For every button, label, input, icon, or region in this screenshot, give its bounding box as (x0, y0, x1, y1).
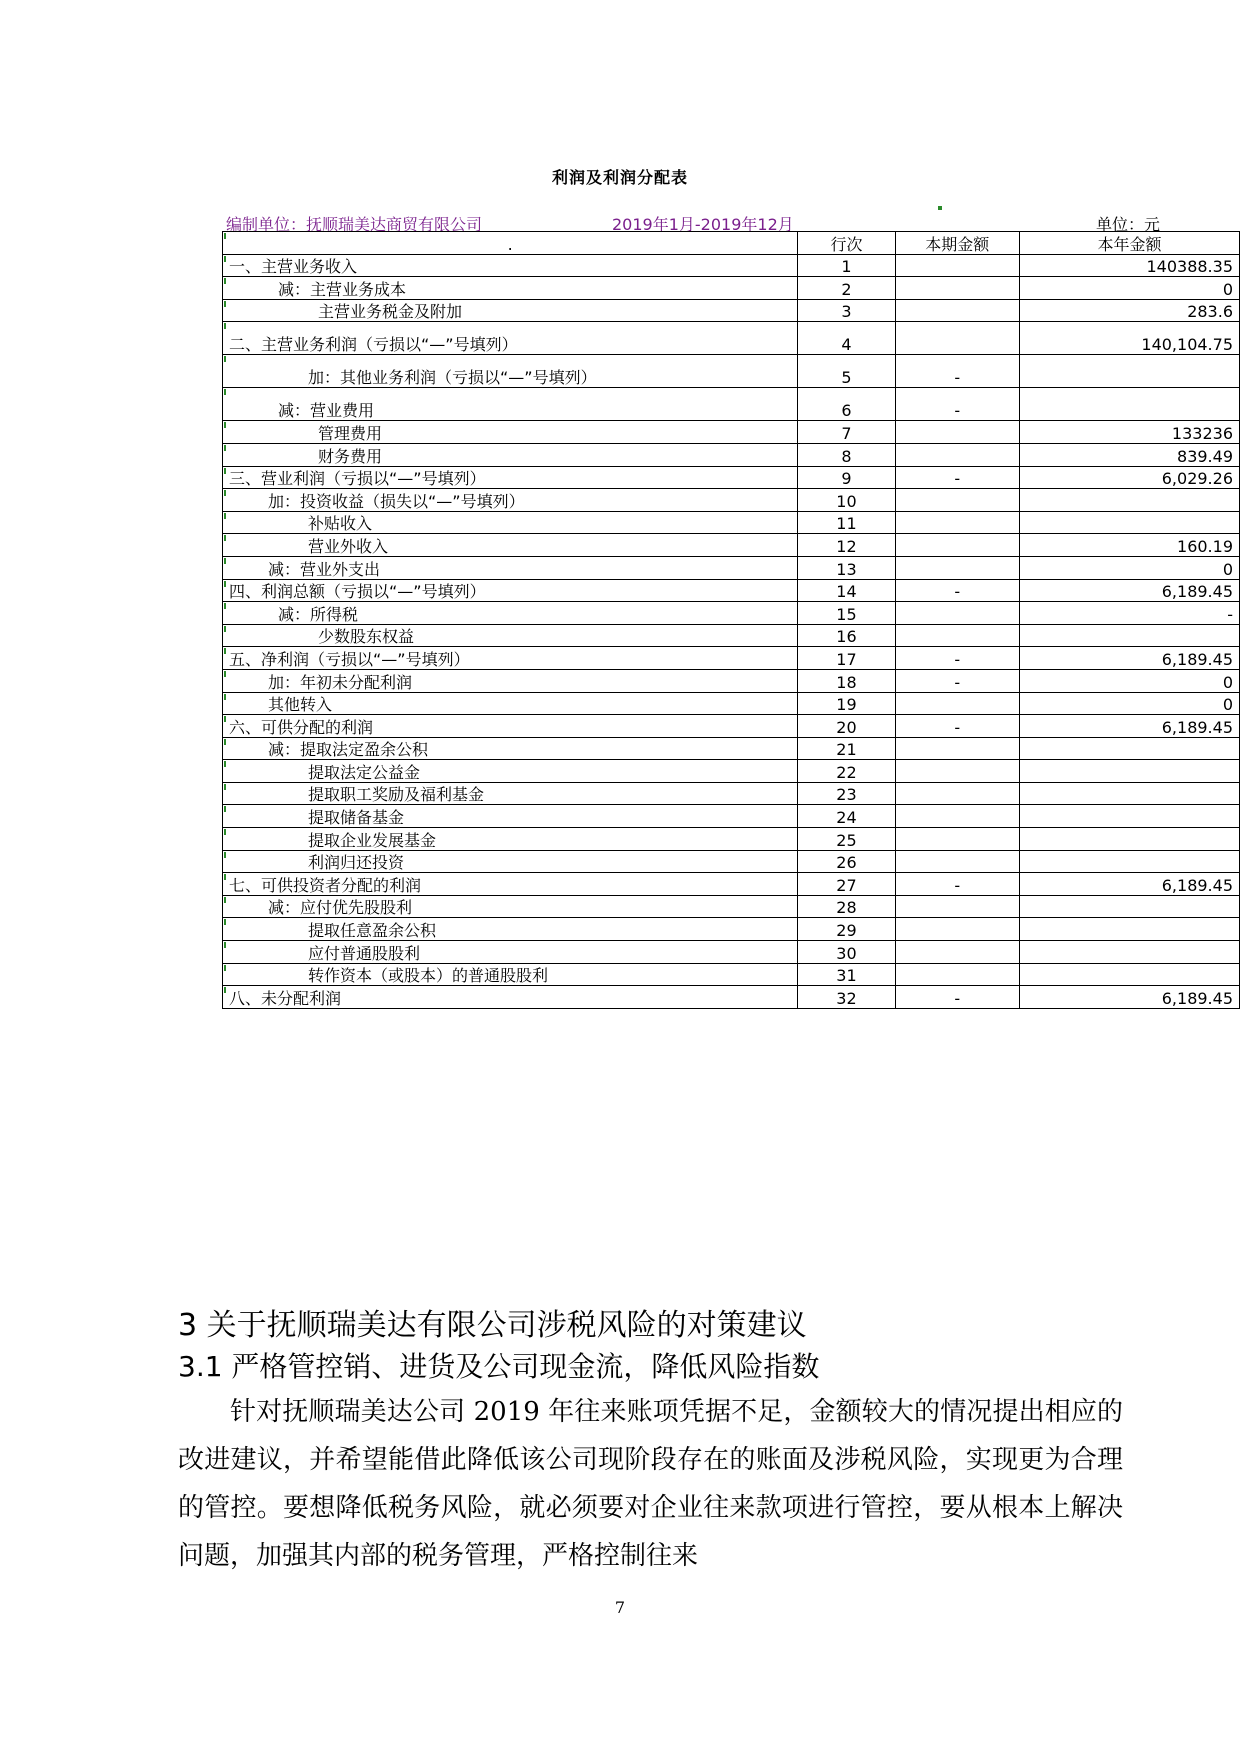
income-statement-table (222, 231, 1240, 1009)
row-current-amount (895, 895, 1019, 918)
table-row (223, 556, 1240, 579)
row-year-amount (1019, 941, 1239, 964)
row-current-amount (895, 489, 1019, 512)
page-number: 7 (614, 1598, 626, 1617)
row-item: 提取任意盈余公积 (223, 918, 798, 941)
row-year-amount: 0 (1019, 669, 1239, 692)
subsection-heading: 3.1 严格管控销、进货及公司现金流，降低风险指数 (178, 1350, 820, 1383)
row-item: 四、利润总额（亏损以“—”号填列） (223, 579, 798, 602)
row-item: 补贴收入 (223, 511, 798, 534)
table-row (223, 388, 1240, 421)
cell-marker (938, 206, 942, 210)
row-current-amount (895, 850, 1019, 873)
row-item: 加：投资收益（损失以“—”号填列） (223, 489, 798, 512)
table-row (223, 489, 1240, 512)
row-item: 二、主营业务利润（亏损以“—”号填列） (223, 322, 798, 355)
row-year-amount (1019, 963, 1239, 986)
row-item: 三、营业利润（亏损以“—”号填列） (223, 466, 798, 489)
row-line-no: 32 (798, 986, 895, 1009)
table-row (223, 511, 1240, 534)
row-current-amount: - (895, 669, 1019, 692)
row-current-amount: - (895, 355, 1019, 388)
row-line-no: 28 (798, 895, 895, 918)
row-year-amount: 160.19 (1019, 534, 1239, 557)
row-item: 应付普通股股利 (223, 941, 798, 964)
row-year-amount: 0 (1019, 556, 1239, 579)
table-row (223, 579, 1240, 602)
row-item: 利润归还投资 (223, 850, 798, 873)
row-year-amount: 0 (1019, 692, 1239, 715)
row-current-amount: - (895, 873, 1019, 896)
row-item: 减：提取法定盈余公积 (223, 737, 798, 760)
row-item: 加：其他业务利润（亏损以“—”号填列） (223, 355, 798, 388)
row-current-amount (895, 963, 1019, 986)
row-item: 提取储备基金 (223, 805, 798, 828)
section-heading: 3 关于抚顺瑞美达有限公司涉税风险的对策建议 (178, 1308, 807, 1343)
row-line-no: 13 (798, 556, 895, 579)
table-row (223, 669, 1240, 692)
currency-unit: 单位：元 (1095, 215, 1160, 234)
row-current-amount (895, 760, 1019, 783)
row-current-amount (895, 534, 1019, 557)
row-line-no: 4 (798, 322, 895, 355)
row-year-amount (1019, 760, 1239, 783)
row-item: 减：应付优先股股利 (223, 895, 798, 918)
row-line-no: 17 (798, 647, 895, 670)
row-year-amount: 6,189.45 (1019, 986, 1239, 1009)
row-year-amount (1019, 895, 1239, 918)
table-header-row (223, 232, 1240, 255)
row-item: 减：营业费用 (223, 388, 798, 421)
table-row (223, 850, 1240, 873)
row-line-no: 12 (798, 534, 895, 557)
row-line-no: 30 (798, 941, 895, 964)
row-item: 五、净利润（亏损以“—”号填列） (223, 647, 798, 670)
row-item: 一、主营业务收入 (223, 254, 798, 277)
row-line-no: 1 (798, 254, 895, 277)
row-current-amount (895, 421, 1019, 444)
row-current-amount (895, 254, 1019, 277)
row-line-no: 24 (798, 805, 895, 828)
table-row (223, 624, 1240, 647)
row-year-amount: 140,104.75 (1019, 322, 1239, 355)
row-year-amount: 283.6 (1019, 299, 1239, 322)
row-line-no: 3 (798, 299, 895, 322)
row-item: 六、可供分配的利润 (223, 715, 798, 738)
row-year-amount (1019, 850, 1239, 873)
row-line-no: 5 (798, 355, 895, 388)
row-current-amount (895, 805, 1019, 828)
row-current-amount: - (895, 986, 1019, 1009)
row-current-amount (895, 602, 1019, 625)
row-item: 加：年初未分配利润 (223, 669, 798, 692)
table-row (223, 760, 1240, 783)
table-row (223, 805, 1240, 828)
row-year-amount: 6,029.26 (1019, 466, 1239, 489)
table-row (223, 782, 1240, 805)
row-year-amount: 140388.35 (1019, 254, 1239, 277)
row-item: 八、未分配利润 (223, 986, 798, 1009)
table-row (223, 941, 1240, 964)
row-current-amount (895, 443, 1019, 466)
row-year-amount (1019, 355, 1239, 388)
body-paragraph: 针对抚顺瑞美达公司 2019 年往来账项凭据不足，金额较大的情况提出相应的改进建议，并希望能借此降低该公司现阶段存在的账面及涉税风险，实现更为合理的管控。要想降低税务风险，就必须要对企业往来款项进行管控，要从根本上解决问题，加强其内部的税务管理，严格控制往来 (178, 1397, 1123, 1571)
row-current-amount (895, 692, 1019, 715)
table-row (223, 466, 1240, 489)
row-current-amount: - (895, 466, 1019, 489)
row-line-no: 6 (798, 388, 895, 421)
table-title: 利润及利润分配表 (551, 168, 688, 187)
row-year-amount: 6,189.45 (1019, 873, 1239, 896)
row-line-no: 23 (798, 782, 895, 805)
row-line-no: 11 (798, 511, 895, 534)
table-row (223, 873, 1240, 896)
row-line-no: 2 (798, 277, 895, 300)
compiler-unit: 编制单位：抚顺瑞美达商贸有限公司 (226, 215, 483, 234)
row-item: 主营业务税金及附加 (223, 299, 798, 322)
row-item: 财务费用 (223, 443, 798, 466)
row-current-amount: - (895, 647, 1019, 670)
row-year-amount (1019, 388, 1239, 421)
row-current-amount (895, 556, 1019, 579)
row-year-amount: 6,189.45 (1019, 579, 1239, 602)
row-year-amount: 133236 (1019, 421, 1239, 444)
row-line-no: 20 (798, 715, 895, 738)
table-row (223, 534, 1240, 557)
row-item: 减：主营业务成本 (223, 277, 798, 300)
row-year-amount (1019, 737, 1239, 760)
row-line-no: 27 (798, 873, 895, 896)
table-row (223, 715, 1240, 738)
row-line-no: 15 (798, 602, 895, 625)
table-row (223, 647, 1240, 670)
row-line-no: 16 (798, 624, 895, 647)
row-year-amount (1019, 828, 1239, 851)
row-line-no: 19 (798, 692, 895, 715)
row-year-amount: - (1019, 602, 1239, 625)
table-row (223, 421, 1240, 444)
row-line-no: 31 (798, 963, 895, 986)
row-current-amount (895, 299, 1019, 322)
row-year-amount (1019, 489, 1239, 512)
row-year-amount (1019, 782, 1239, 805)
row-item: 转作资本（或股本）的普通股股利 (223, 963, 798, 986)
row-current-amount (895, 511, 1019, 534)
table-row (223, 737, 1240, 760)
table-row (223, 602, 1240, 625)
row-line-no: 29 (798, 918, 895, 941)
table-row (223, 692, 1240, 715)
header-current: 本期金额 (895, 232, 1019, 255)
row-item: 营业外收入 (223, 534, 798, 557)
row-line-no: 26 (798, 850, 895, 873)
row-current-amount (895, 322, 1019, 355)
table-row (223, 299, 1240, 322)
header-year: 本年金额 (1019, 232, 1239, 255)
table-row (223, 322, 1240, 355)
row-year-amount: 6,189.45 (1019, 715, 1239, 738)
table-row (223, 986, 1240, 1009)
row-year-amount (1019, 511, 1239, 534)
row-year-amount (1019, 918, 1239, 941)
row-current-amount (895, 624, 1019, 647)
table-row (223, 828, 1240, 851)
row-current-amount: - (895, 388, 1019, 421)
row-current-amount (895, 277, 1019, 300)
row-year-amount: 6,189.45 (1019, 647, 1239, 670)
row-line-no: 22 (798, 760, 895, 783)
row-item: 减：营业外支出 (223, 556, 798, 579)
row-item: 七、可供投资者分配的利润 (223, 873, 798, 896)
table-row (223, 963, 1240, 986)
table-row (223, 355, 1240, 388)
row-line-no: 21 (798, 737, 895, 760)
row-current-amount: - (895, 579, 1019, 602)
table-row (223, 254, 1240, 277)
row-item: 提取职工奖励及福利基金 (223, 782, 798, 805)
row-year-amount (1019, 805, 1239, 828)
row-item: 其他转入 (223, 692, 798, 715)
row-line-no: 9 (798, 466, 895, 489)
row-line-no: 14 (798, 579, 895, 602)
row-current-amount (895, 941, 1019, 964)
row-current-amount (895, 828, 1019, 851)
row-year-amount (1019, 624, 1239, 647)
row-item: 提取企业发展基金 (223, 828, 798, 851)
row-year-amount: 0 (1019, 277, 1239, 300)
row-current-amount (895, 918, 1019, 941)
row-year-amount: 839.49 (1019, 443, 1239, 466)
row-current-amount (895, 782, 1019, 805)
row-item: 减：所得税 (223, 602, 798, 625)
row-current-amount: - (895, 715, 1019, 738)
row-line-no: 18 (798, 669, 895, 692)
header-line: 行次 (798, 232, 895, 255)
row-line-no: 10 (798, 489, 895, 512)
row-item: 少数股东权益 (223, 624, 798, 647)
row-line-no: 8 (798, 443, 895, 466)
table-row (223, 918, 1240, 941)
table-row (223, 443, 1240, 466)
row-line-no: 7 (798, 421, 895, 444)
header-item: . (223, 232, 798, 255)
row-line-no: 25 (798, 828, 895, 851)
row-item: 提取法定公益金 (223, 760, 798, 783)
row-current-amount (895, 737, 1019, 760)
row-item: 管理费用 (223, 421, 798, 444)
table-row (223, 895, 1240, 918)
table-row (223, 277, 1240, 300)
report-period: 2019年1月-2019年12月 (612, 215, 794, 234)
